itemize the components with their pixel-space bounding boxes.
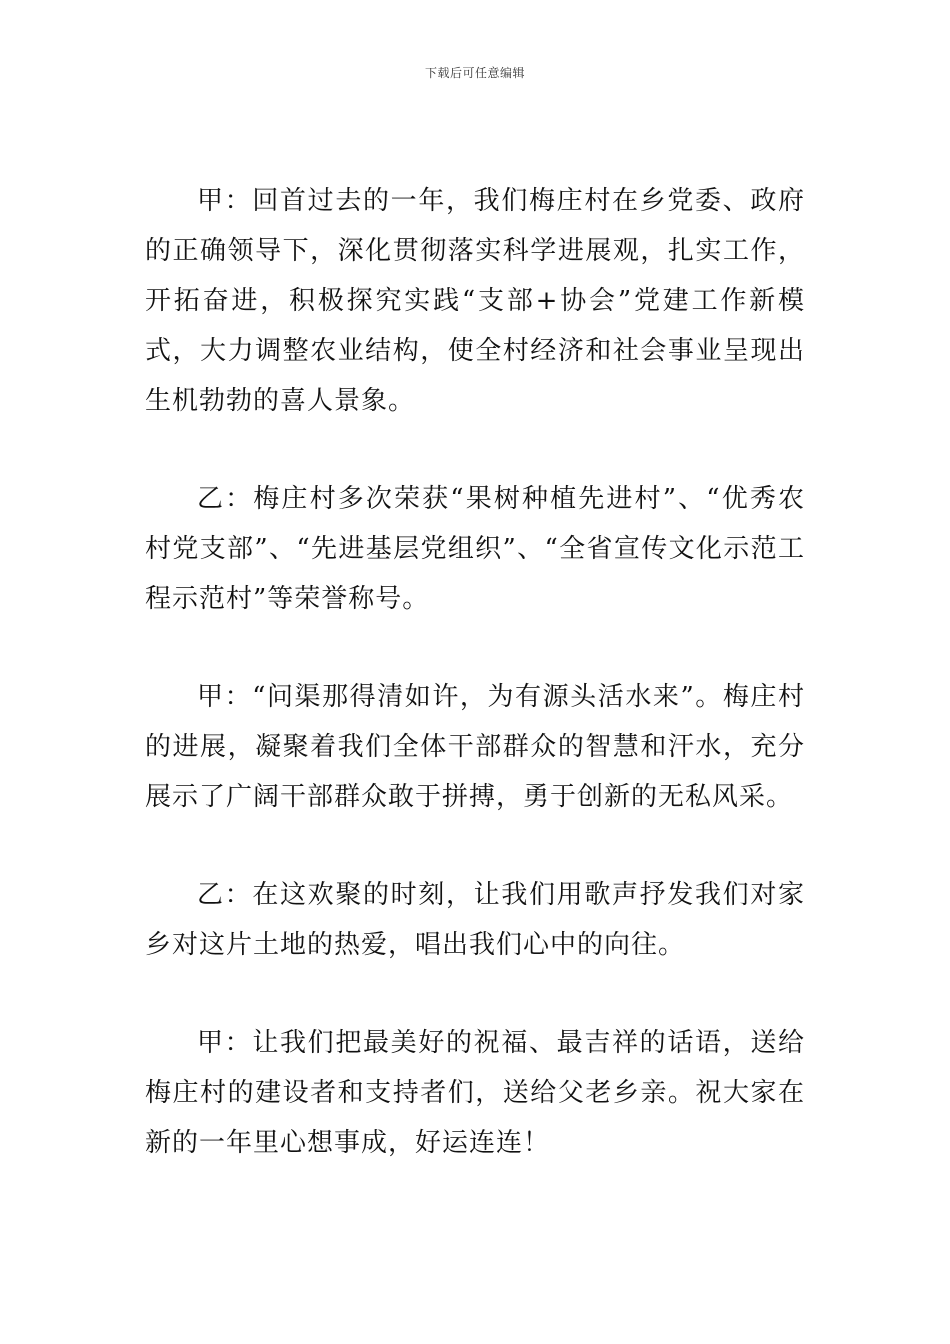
paragraph-3: 甲：“问渠那得清如许，为有源头活水来”。梅庄村的进展，凝聚着我们全体干部群众的智慧和汗水，充分展示了广阔干部群众敢于拼搏，勇于创新的无私风采。 bbox=[145, 682, 805, 812]
paragraph-2: 乙：梅庄村多次荣获“果树种植先进村”、“优秀农村党支部”、“先进基层党组织”、“全省宣传文化示范工程示范村”等荣誉称号。 bbox=[145, 484, 805, 614]
paragraph-1: 甲：回首过去的一年，我们梅庄村在乡党委、政府的正确领导下，深化贯彻落实科学进展观，扎实工作，开拓奋进，积极探究实践“支部+协会”党建工作新模式，大力调整农业结构，使全村经济和社会事业呈现出生机勃勃的喜人景象。 bbox=[145, 186, 805, 416]
paragraph-5: 甲：让我们把最美好的祝福、最吉祥的话语，送给梅庄村的建设者和支持者们，送给父老乡亲。祝大家在新的一年里心想事成，好运连连！ bbox=[145, 1028, 805, 1158]
paragraph-4: 乙：在这欢聚的时刻，让我们用歌声抒发我们对家乡对这片土地的热爱，唱出我们心中的向往。 bbox=[145, 880, 805, 960]
document-body bbox=[145, 176, 805, 1216]
page-header-note: 下载后可任意编辑 bbox=[424, 66, 525, 80]
